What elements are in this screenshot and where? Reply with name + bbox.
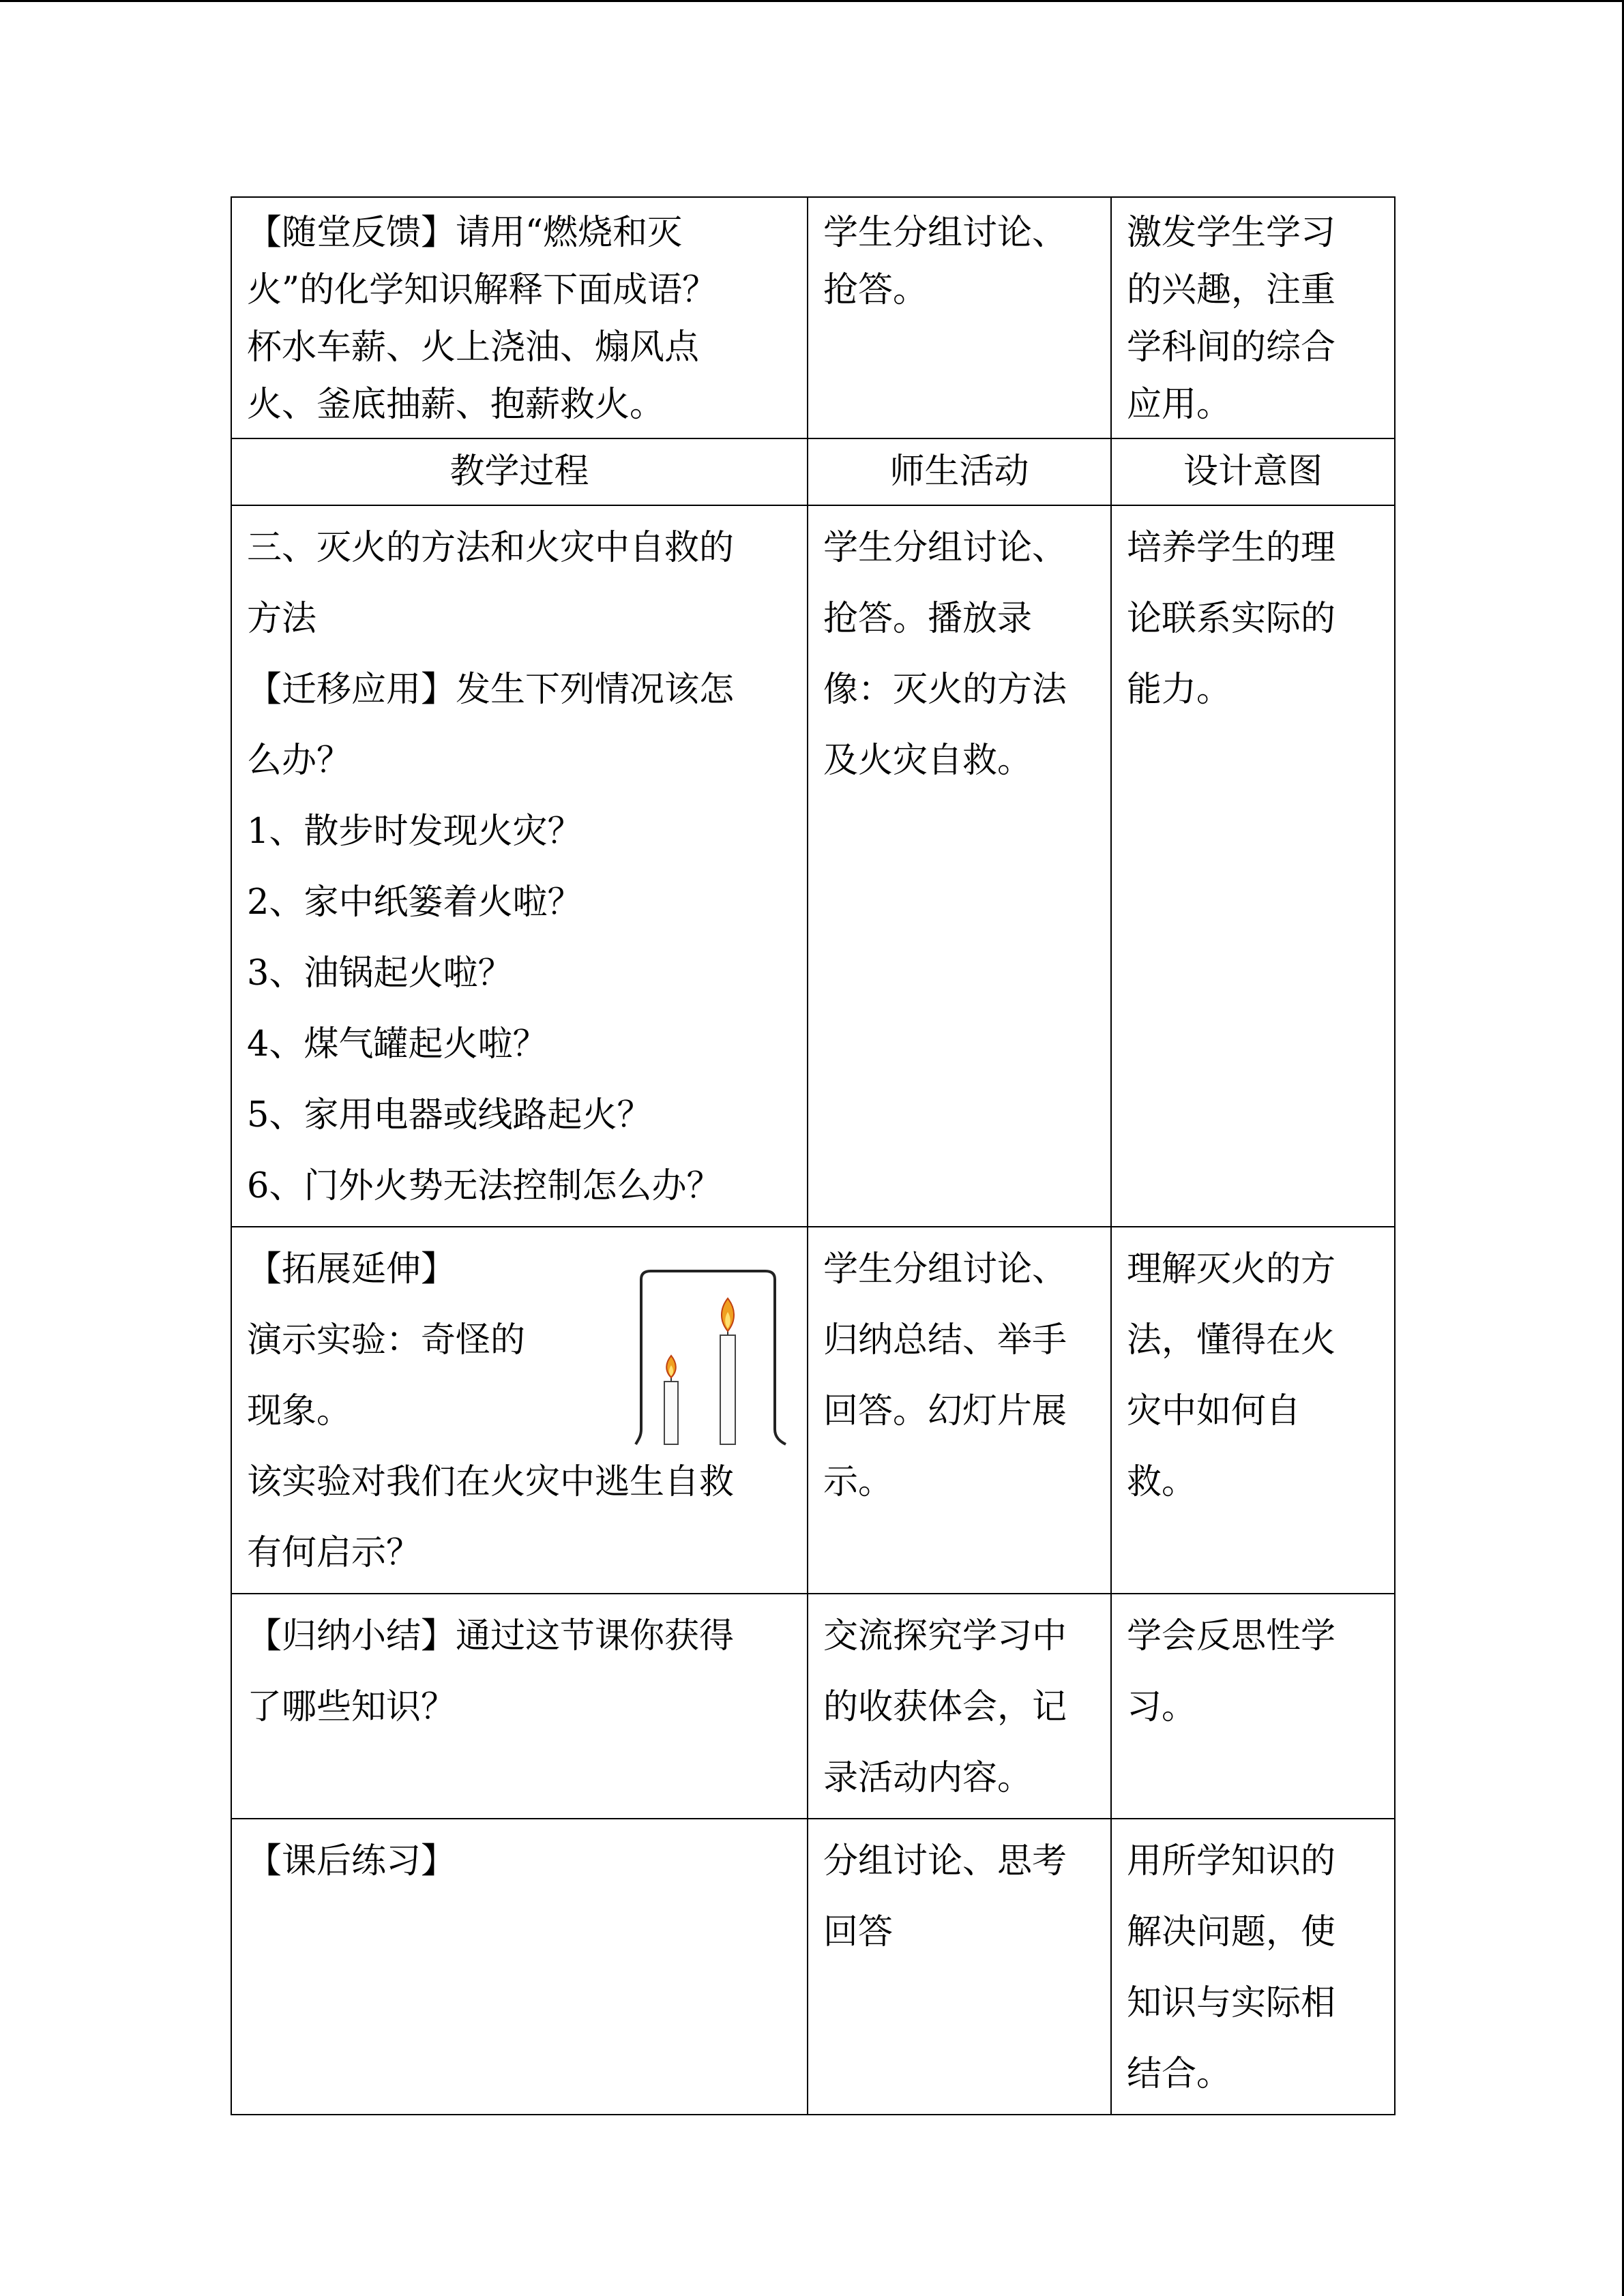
cell-line: 灾中如何自 <box>1127 1391 1301 1431</box>
cell-line: 解决问题，使 <box>1127 1912 1336 1952</box>
cell-line: 激发学生学习 <box>1127 213 1336 253</box>
cell-line: 及火灾自救。 <box>823 741 1033 781</box>
cell-line: 抢答。 <box>823 270 928 310</box>
intent-cell <box>1111 197 1395 438</box>
cell-line: 的收获体会，记 <box>823 1687 1067 1727</box>
cell-line: 3、油锅起火啦？ <box>247 953 513 994</box>
cell-line: 【随堂反馈】请用“燃烧和灭 <box>247 213 683 253</box>
cell-line: 知识与实际相 <box>1127 1983 1336 2023</box>
header-activity: 师生活动 <box>808 438 1111 505</box>
intent-cell <box>1111 505 1395 1227</box>
cell-line: 习。 <box>1127 1687 1197 1727</box>
cell-line: 交流探究学习中 <box>823 1616 1067 1656</box>
table-row <box>231 1227 1395 1594</box>
table-row <box>231 505 1395 1227</box>
cell-line: 论联系实际的 <box>1127 599 1336 639</box>
cell-line: 【归纳小结】通过这节课你获得 <box>247 1616 735 1656</box>
cell-line: 能力。 <box>1127 670 1232 710</box>
cell-line: 回答。幻灯片展 <box>823 1391 1067 1431</box>
cell-line: 学会反思性学 <box>1127 1616 1336 1656</box>
cell-line: 【拓展延伸】 <box>247 1249 456 1289</box>
process-cell <box>231 197 808 438</box>
cell-line: 6、门外火势无法控制怎么办？ <box>247 1166 722 1206</box>
cell-line: 分组讨论、思考 <box>823 1841 1067 1881</box>
cell-line: 【课后练习】 <box>247 1841 456 1881</box>
cell-line: 归纳总结、举手 <box>823 1320 1067 1360</box>
cell-line: 了哪些知识？ <box>247 1687 456 1727</box>
cell-line: 像：灭火的方法 <box>823 670 1067 710</box>
cell-line: 现象。 <box>247 1391 352 1431</box>
cell-line: 学科间的综合 <box>1127 327 1336 368</box>
cell-line: 火、釜底抽薪、抱薪救火。 <box>247 385 665 425</box>
cell-line: 杯水车薪、火上浇油、煽风点 <box>247 327 700 368</box>
cell-line: 用所学知识的 <box>1127 1841 1336 1881</box>
page-top-border <box>0 0 1624 2</box>
header-process: 教学过程 <box>231 438 808 505</box>
activity-cell <box>808 1594 1111 1819</box>
candle-experiment-figure <box>623 1266 793 1447</box>
cell-line: 方法 <box>247 599 317 639</box>
process-cell <box>231 1227 808 1594</box>
table-row <box>231 1819 1395 2115</box>
intent-cell <box>1111 1594 1395 1819</box>
cell-line: 回答 <box>823 1912 894 1952</box>
cell-line: 法，懂得在火 <box>1127 1320 1336 1360</box>
intent-cell <box>1111 1819 1395 2115</box>
cell-line: 有何启示？ <box>247 1533 422 1573</box>
cell-line: 学生分组讨论、 <box>823 528 1067 568</box>
cell-line: 示。 <box>823 1462 894 1502</box>
intent-cell <box>1111 1227 1395 1594</box>
cell-line: 学生分组讨论、 <box>823 213 1067 253</box>
cell-line: 结合。 <box>1127 2054 1232 2094</box>
cell-line: 理解灭火的方 <box>1127 1249 1336 1289</box>
process-cell <box>231 1819 808 2115</box>
process-cell <box>231 505 808 1227</box>
cell-line: 应用。 <box>1127 385 1232 425</box>
lesson-plan-table <box>231 196 1396 2115</box>
cell-line: 5、家用电器或线路起火？ <box>247 1095 652 1135</box>
table-header-row <box>231 438 1395 505</box>
cell-line: 救。 <box>1127 1462 1197 1502</box>
cell-line: 1、散步时发现火灾？ <box>247 811 582 852</box>
cell-line: 三、灭火的方法和火灾中自救的 <box>247 528 735 568</box>
activity-cell <box>808 1227 1111 1594</box>
cell-line: 学生分组讨论、 <box>823 1249 1067 1289</box>
cell-line: 4、煤气罐起火啦？ <box>247 1024 548 1064</box>
cell-line: 抢答。播放录 <box>823 599 1033 639</box>
activity-cell <box>808 505 1111 1227</box>
cell-line: 2、家中纸篓着火啦？ <box>247 882 582 923</box>
cell-line: 火”的化学知识解释下面成语？ <box>247 270 718 310</box>
cell-line: 该实验对我们在火灾中逃生自救 <box>247 1462 735 1502</box>
activity-cell <box>808 197 1111 438</box>
process-cell <box>231 1594 808 1819</box>
cell-line: 【迁移应用】发生下列情况该怎 <box>247 670 735 710</box>
cell-line: 的兴趣，注重 <box>1127 270 1336 310</box>
cell-line: 培养学生的理 <box>1127 528 1336 568</box>
cell-line: 录活动内容。 <box>823 1758 1033 1798</box>
table-row <box>231 1594 1395 1819</box>
cell-line: 演示实验：奇怪的 <box>247 1320 526 1360</box>
activity-cell <box>808 1819 1111 2115</box>
header-intent: 设计意图 <box>1111 438 1395 505</box>
cell-line: 么办？ <box>247 741 352 781</box>
table-row <box>231 197 1395 438</box>
